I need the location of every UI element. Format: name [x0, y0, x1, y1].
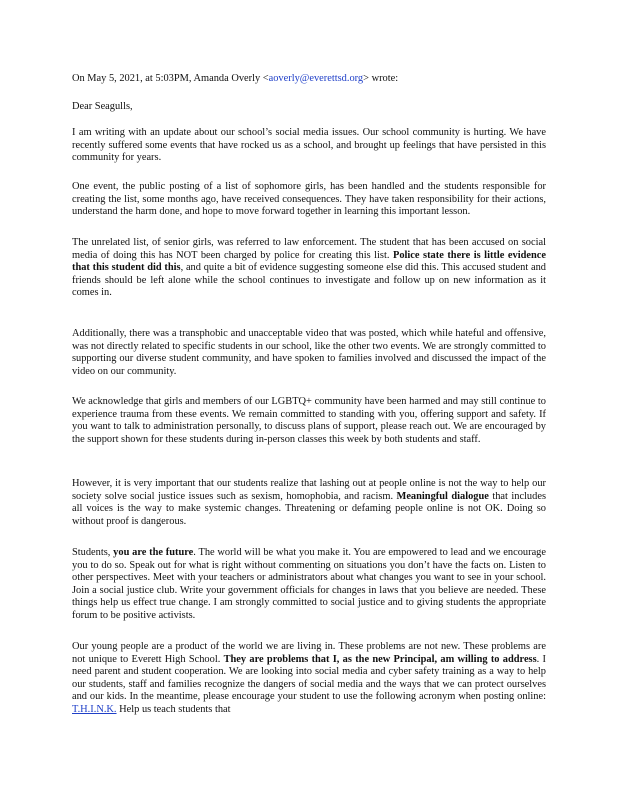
p3-bold: Police state there is little evidence that this student did this	[72, 249, 546, 274]
p6-bold: Meaningful dialogue	[396, 490, 489, 502]
greeting: Dear Seagulls,	[72, 101, 133, 112]
paragraph-support: We acknowledge that girls and members of our LGBTQ+ community have been harmed and may still continue to experience trauma from these events. We remain committed to standing with you, offering support and safety. If you want to talk to administration personally, to discuss plans of support, please reach out. We are encouraged by the support shown for these students during in-person classes this week by both students and staff.	[72, 396, 546, 445]
paragraph-sophomore-list: One event, the public posting of a list of sophomore girls, has been handled and the students responsible for creating the list, some months ago, have received consequences. They have taken responsibility for their actions, understand the harm done, and hope to move forward together in learning this important lesson.	[72, 181, 546, 218]
think-acronym-link[interactable]: T.H.I.N.K.	[72, 703, 117, 715]
p7-text-a: Students,	[72, 547, 114, 558]
p8-text-c: . I need parent and student cooperation. We are looking into social media and cyber safety training as a way to help our students, staff and families recognize the dangers of social media and the ways that we can protect ourselves and our kids. In the meantime, please encourage your student to use the following acronym when posting online:	[72, 653, 546, 703]
p8-bold: They are problems that I, as the new Principal, am willing to address	[223, 653, 537, 665]
p3-text-a: The unrelated list, of senior girls, was referred to law enforcement. The student that has been accused on social media of doing this has NOT been charged by police for creating this list.	[72, 237, 546, 261]
email-quote-header	[72, 73, 552, 86]
p6-text-a: However, it is very important that our students realize that lashing out at people online is not the way to help our society solve social justice issues such as sexism, homophobia, and racism.	[72, 478, 546, 502]
sender-email-link[interactable]: aoverly@everettsd.org	[268, 73, 364, 84]
p8-text-a: Our young people are a product of the world we are living in. These problems are not new. These problems are not unique to Everett High School.	[72, 641, 546, 665]
p3-text-c: , and quite a bit of evidence suggesting someone else did this. This accused student and friends should be left alone while the school continues to investigate and follow up on new information as it comes in.	[72, 262, 546, 299]
p7-text-c: . The world will be what you make it. You are empowered to lead and we encourage you to do so. Speak out for what is right without commenting on situations you don’t have the facts on. Listen to other perspectives. Meet with your teachers or administrators about what changes you want to see in your school. Join a social justice club. Write your government officials for changes in laws that you believe are needed. These things help us effect true change. I am strongly committed to social justice and to giving students the appropriate forum to be positive activists.	[72, 547, 546, 621]
paragraph-senior-list	[72, 237, 546, 300]
header-suffix: > wrote:	[363, 73, 399, 84]
paragraph-social-media-update: I am writing with an update about our school’s social media issues. Our school community is hurting. We have recently suffered some events that have rocked us as a school, and brought up feelings that have persisted in this community for years.	[72, 127, 546, 164]
header-prefix: On May 5, 2021, at 5:03PM, Amanda Overly <	[72, 73, 269, 84]
p7-bold: you are the future	[113, 547, 194, 558]
p8-text-d: Help us teach students that	[116, 703, 231, 715]
paragraph-online-conduct	[72, 478, 546, 528]
paragraph-video: Additionally, there was a transphobic and unacceptable video that was posted, which while hateful and offensive, was not directly related to specific students in our school, like the other two events. We are strongly committed to supporting our diverse student community, and have spoken to families involved and discussed the impact of the video on our community.	[72, 328, 546, 377]
p6-text-c: that includes all voices is the way to make systemic changes. Threatening or defaming people online is not OK. Doing so without proof is dangerous.	[72, 490, 546, 527]
paragraph-young-people	[72, 641, 546, 717]
paragraph-students-future	[72, 547, 546, 623]
